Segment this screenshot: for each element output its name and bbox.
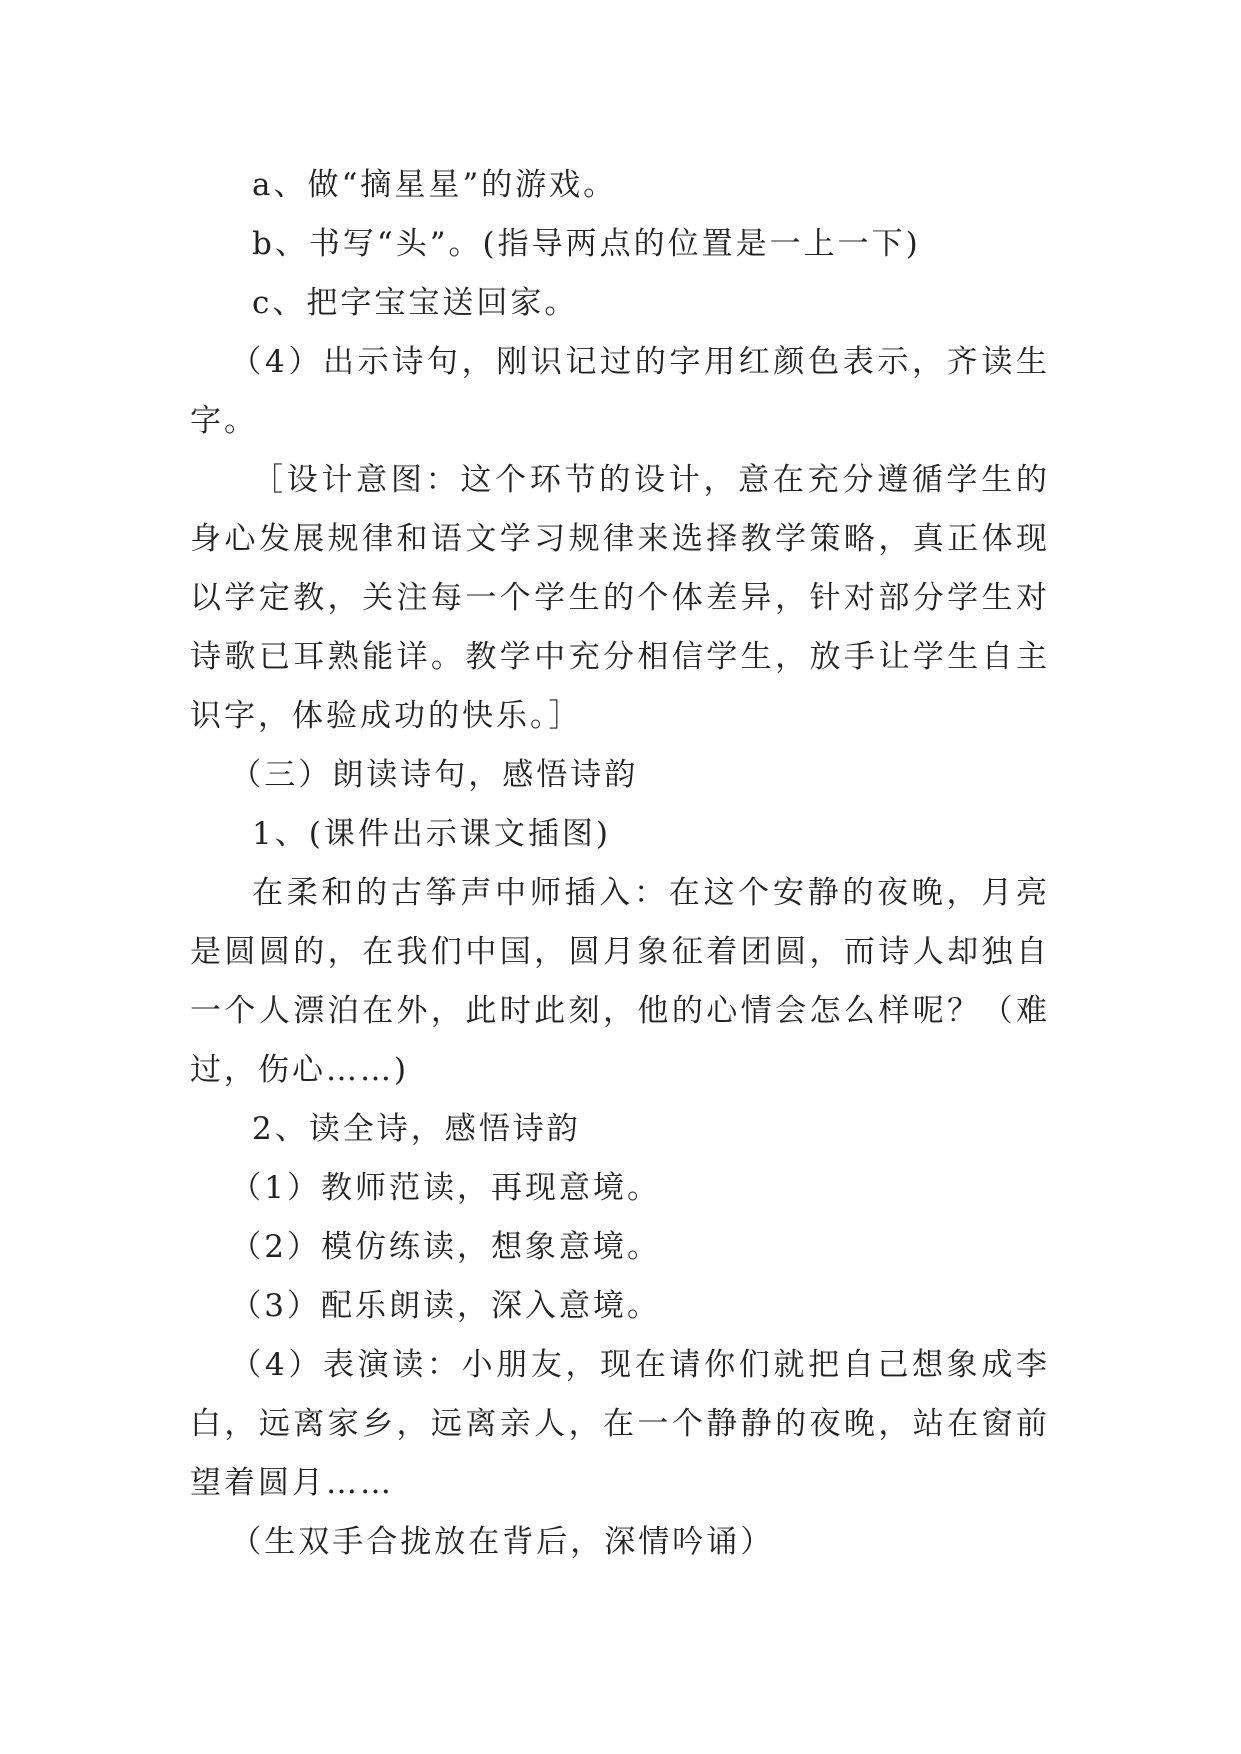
paragraph-teacher-intro: 在柔和的古筝声中师插入：在这个安静的夜晚，月亮是圆圆的，在我们中国，圆月象征着团圆，而诗人却独自一个人漂泊在外，此时此刻，他的心情会怎么样呢？（难过，伤心……) [190,875,1050,1088]
list-item-imitate-reading: （2）模仿练读，想象意境。 [230,1229,662,1265]
paragraph-courseware: 1、(课件出示课文插图) [252,816,611,852]
paragraph-send-home: c、把字宝宝送回家。 [252,285,579,321]
paragraph-students-recite: （生双手合拢放在背后，深情吟诵） [230,1524,775,1560]
section-heading-reading: （三）朗读诗句，感悟诗韵 [230,757,639,793]
paragraph-show-poem: （4）出示诗句，刚识记过的字用红颜色表示，齐读生字。 [190,344,1050,439]
list-item-music-reading: （3）配乐朗读，深入意境。 [230,1288,662,1324]
paragraph-design-intent: ［设计意图：这个环节的设计，意在充分遵循学生的身心发展规律和语文学习规律来选择教学策略，真正体现以学定教，关注每一个学生的个体差异，针对部分学生对诗歌已耳熟能详。教学中充分相信学生，放手让学生自主识字，体验成功的快乐。］ [190,462,1050,734]
list-item-model-reading: （1）教师范读，再现意境。 [230,1170,662,1206]
paragraph-game: a、做“摘星星”的游戏。 [252,167,618,203]
paragraph-read-poem: 2、读全诗，感悟诗韵 [252,1111,581,1147]
list-item-performance-reading: （4）表演读：小朋友，现在请你们就把自己想象成李白，远离家乡，远离亲人，在一个静静的夜晚，站在窗前望着圆月…… [190,1347,1050,1501]
document-body [190,156,1050,1572]
paragraph-writing: b、书写“头”。(指导两点的位置是一上一下) [252,226,921,262]
